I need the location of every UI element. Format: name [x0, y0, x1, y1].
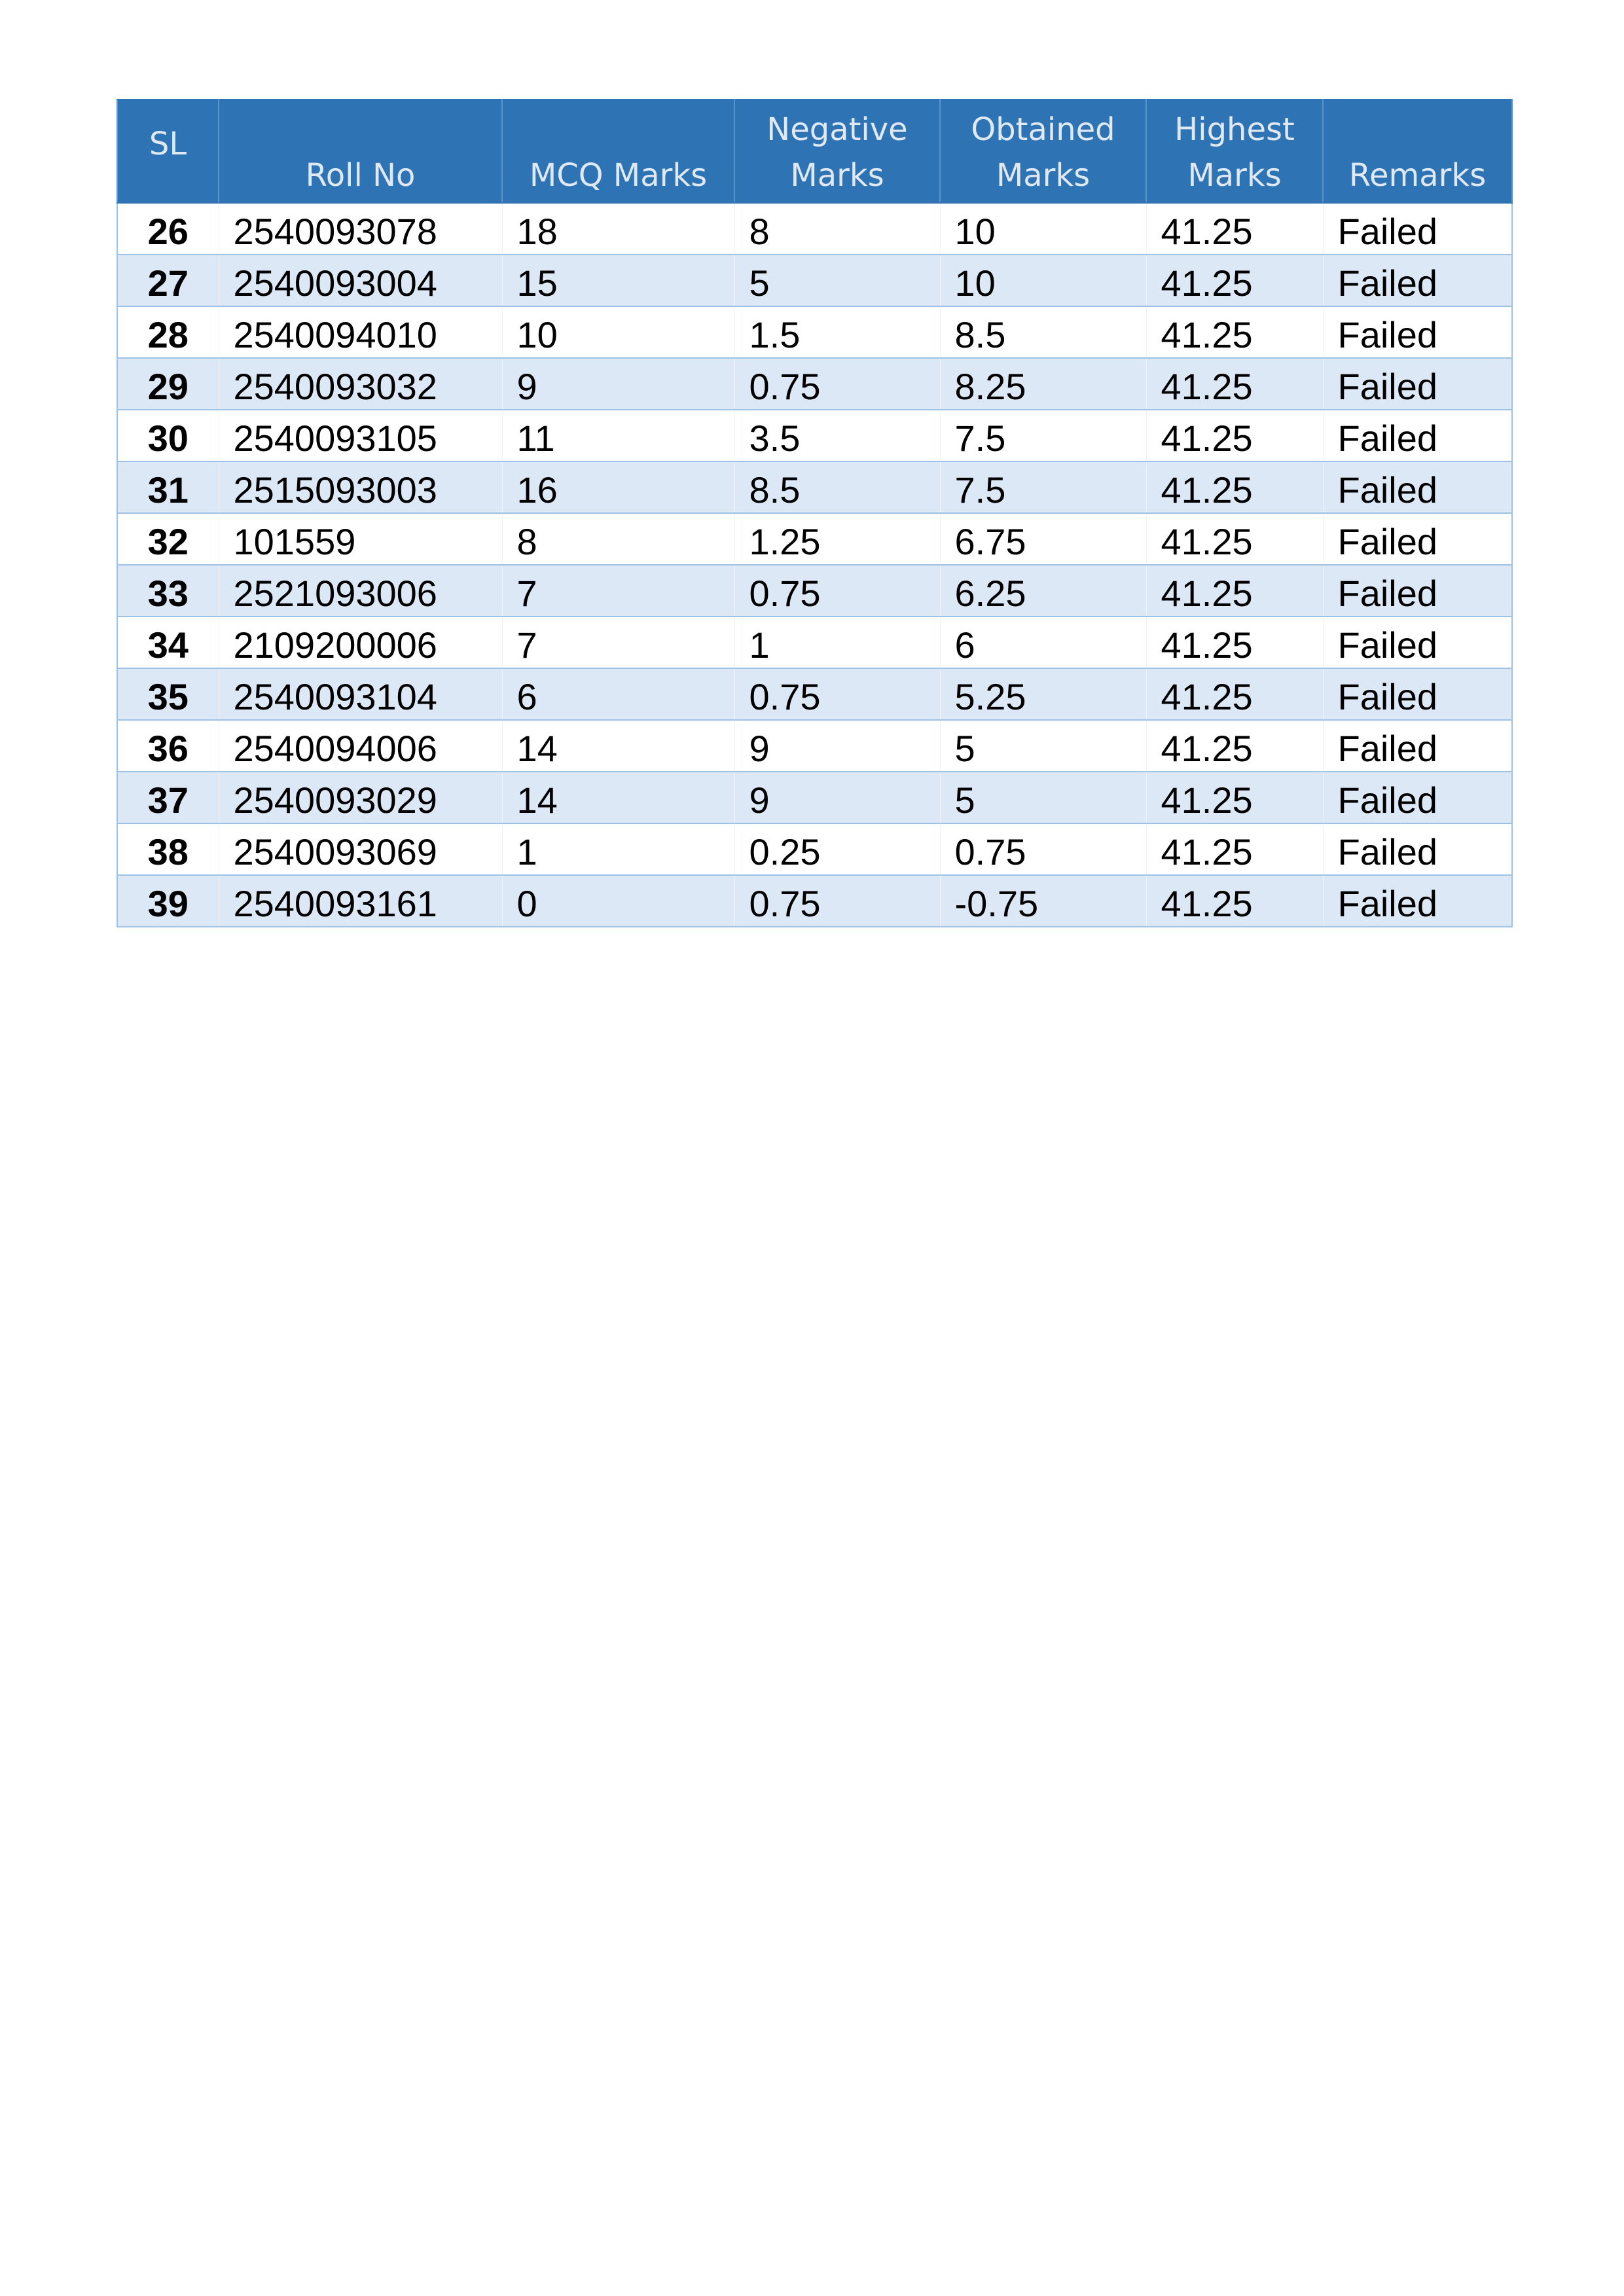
- sl-cell: 36: [117, 720, 219, 772]
- roll-no-cell: 2515093003: [219, 461, 502, 513]
- mcq-marks-cell: 7: [502, 565, 734, 617]
- header-mcq-marks: [502, 99, 734, 203]
- table-row: [117, 255, 1512, 306]
- highest-marks-cell: 41.25: [1146, 617, 1323, 668]
- obtained-marks-cell: 5: [940, 720, 1146, 772]
- mcq-marks-cell: 8: [502, 513, 734, 565]
- negative-marks-cell: 1.5: [734, 306, 940, 358]
- obtained-marks-cell: 10: [940, 203, 1146, 255]
- sl-cell: 38: [117, 823, 219, 875]
- obtained-marks-cell: 8.25: [940, 358, 1146, 410]
- sl-cell: 30: [117, 410, 219, 461]
- obtained-marks-cell: 5: [940, 772, 1146, 823]
- highest-marks-cell: 41.25: [1146, 358, 1323, 410]
- remarks-cell: Failed: [1323, 565, 1512, 617]
- mcq-marks-cell: 11: [502, 410, 734, 461]
- highest-marks-cell: 41.25: [1146, 410, 1323, 461]
- obtained-marks-cell: 7.5: [940, 410, 1146, 461]
- negative-marks-cell: 9: [734, 772, 940, 823]
- roll-no-cell: 2521093006: [219, 565, 502, 617]
- table-row: [117, 668, 1512, 720]
- highest-marks-cell: 41.25: [1146, 461, 1323, 513]
- roll-no-cell: 2540093032: [219, 358, 502, 410]
- header-highest-marks: [1146, 99, 1323, 203]
- obtained-marks-cell: 8.5: [940, 306, 1146, 358]
- mcq-marks-cell: 10: [502, 306, 734, 358]
- remarks-cell: Failed: [1323, 410, 1512, 461]
- mcq-marks-cell: 6: [502, 668, 734, 720]
- obtained-marks-cell: 6.25: [940, 565, 1146, 617]
- mcq-marks-cell: 18: [502, 203, 734, 255]
- highest-marks-cell: 41.25: [1146, 720, 1323, 772]
- header-sl: [117, 99, 219, 203]
- sl-cell: 34: [117, 617, 219, 668]
- remarks-cell: Failed: [1323, 720, 1512, 772]
- mcq-marks-cell: 16: [502, 461, 734, 513]
- mcq-marks-cell: 14: [502, 720, 734, 772]
- sl-cell: 26: [117, 203, 219, 255]
- sl-cell: 39: [117, 875, 219, 927]
- negative-marks-cell: 0.75: [734, 565, 940, 617]
- negative-marks-cell: 0.75: [734, 668, 940, 720]
- remarks-cell: Failed: [1323, 255, 1512, 306]
- remarks-cell: Failed: [1323, 306, 1512, 358]
- header-remarks: [1323, 99, 1512, 203]
- remarks-cell: Failed: [1323, 875, 1512, 927]
- roll-no-cell: 2540093161: [219, 875, 502, 927]
- sl-cell: 29: [117, 358, 219, 410]
- header-roll-no: [219, 99, 502, 203]
- table-row: [117, 513, 1512, 565]
- header-negative-marks-line2: Marks: [790, 157, 884, 194]
- sl-cell: 27: [117, 255, 219, 306]
- obtained-marks-cell: 5.25: [940, 668, 1146, 720]
- highest-marks-cell: 41.25: [1146, 513, 1323, 565]
- remarks-cell: Failed: [1323, 668, 1512, 720]
- sl-cell: 33: [117, 565, 219, 617]
- highest-marks-cell: 41.25: [1146, 823, 1323, 875]
- table-row: [117, 875, 1512, 927]
- obtained-marks-cell: -0.75: [940, 875, 1146, 927]
- obtained-marks-cell: 0.75: [940, 823, 1146, 875]
- header-highest-marks-line1: Highest: [1174, 111, 1295, 148]
- highest-marks-cell: 41.25: [1146, 772, 1323, 823]
- obtained-marks-cell: 6: [940, 617, 1146, 668]
- negative-marks-cell: 3.5: [734, 410, 940, 461]
- highest-marks-cell: 41.25: [1146, 203, 1323, 255]
- mcq-marks-cell: 1: [502, 823, 734, 875]
- header-remarks-label: Remarks: [1348, 157, 1487, 194]
- remarks-cell: Failed: [1323, 617, 1512, 668]
- table-header: [117, 99, 1512, 203]
- remarks-cell: Failed: [1323, 203, 1512, 255]
- mcq-marks-cell: 9: [502, 358, 734, 410]
- negative-marks-cell: 8: [734, 203, 940, 255]
- header-obtained-marks-line2: Marks: [996, 157, 1091, 194]
- negative-marks-cell: 8.5: [734, 461, 940, 513]
- roll-no-cell: 2540093029: [219, 772, 502, 823]
- remarks-cell: Failed: [1323, 513, 1512, 565]
- header-mcq-marks-label: MCQ Marks: [529, 157, 708, 194]
- sl-cell: 32: [117, 513, 219, 565]
- mcq-marks-cell: 15: [502, 255, 734, 306]
- highest-marks-cell: 41.25: [1146, 875, 1323, 927]
- remarks-cell: Failed: [1323, 358, 1512, 410]
- negative-marks-cell: 9: [734, 720, 940, 772]
- roll-no-cell: 2540094010: [219, 306, 502, 358]
- mcq-marks-cell: 0: [502, 875, 734, 927]
- table-body: [117, 203, 1512, 927]
- negative-marks-cell: 1: [734, 617, 940, 668]
- sl-cell: 28: [117, 306, 219, 358]
- header-obtained-marks: [940, 99, 1146, 203]
- negative-marks-cell: 0.75: [734, 875, 940, 927]
- table-row: [117, 461, 1512, 513]
- table-row: [117, 720, 1512, 772]
- header-row: [117, 99, 1512, 203]
- table-row: [117, 306, 1512, 358]
- header-sl-label: SL: [149, 126, 187, 162]
- sl-cell: 37: [117, 772, 219, 823]
- header-negative-marks: [734, 99, 940, 203]
- header-negative-marks-line1: Negative: [767, 111, 908, 148]
- obtained-marks-cell: 6.75: [940, 513, 1146, 565]
- remarks-cell: Failed: [1323, 823, 1512, 875]
- negative-marks-cell: 0.25: [734, 823, 940, 875]
- negative-marks-cell: 0.75: [734, 358, 940, 410]
- roll-no-cell: 101559: [219, 513, 502, 565]
- obtained-marks-cell: 7.5: [940, 461, 1146, 513]
- header-highest-marks-line2: Marks: [1187, 157, 1282, 194]
- roll-no-cell: 2540093069: [219, 823, 502, 875]
- roll-no-cell: 2540093078: [219, 203, 502, 255]
- negative-marks-cell: 1.25: [734, 513, 940, 565]
- roll-no-cell: 2109200006: [219, 617, 502, 668]
- mcq-marks-cell: 14: [502, 772, 734, 823]
- highest-marks-cell: 41.25: [1146, 255, 1323, 306]
- table-row: [117, 617, 1512, 668]
- header-roll-no-label: Roll No: [305, 157, 416, 194]
- negative-marks-cell: 5: [734, 255, 940, 306]
- obtained-marks-cell: 10: [940, 255, 1146, 306]
- remarks-cell: Failed: [1323, 772, 1512, 823]
- table-row: [117, 410, 1512, 461]
- sl-cell: 31: [117, 461, 219, 513]
- header-obtained-marks-line1: Obtained: [971, 111, 1115, 148]
- table-row: [117, 358, 1512, 410]
- table-row: [117, 203, 1512, 255]
- highest-marks-cell: 41.25: [1146, 306, 1323, 358]
- highest-marks-cell: 41.25: [1146, 565, 1323, 617]
- highest-marks-cell: 41.25: [1146, 668, 1323, 720]
- roll-no-cell: 2540093104: [219, 668, 502, 720]
- roll-no-cell: 2540093004: [219, 255, 502, 306]
- roll-no-cell: 2540093105: [219, 410, 502, 461]
- table-row: [117, 772, 1512, 823]
- table-row: [117, 823, 1512, 875]
- remarks-cell: Failed: [1323, 461, 1512, 513]
- table-row: [117, 565, 1512, 617]
- sl-cell: 35: [117, 668, 219, 720]
- mcq-marks-cell: 7: [502, 617, 734, 668]
- roll-no-cell: 2540094006: [219, 720, 502, 772]
- results-table: [117, 99, 1513, 927]
